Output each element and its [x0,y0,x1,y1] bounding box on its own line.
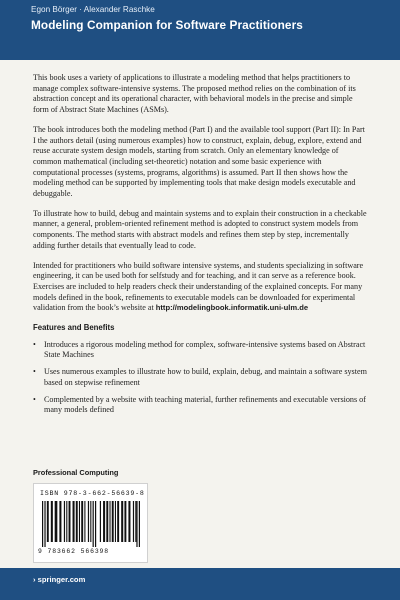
barcode-panel [33,483,148,563]
website-link[interactable]: http://modelingbook.informatik.uni-ulm.de [155,303,309,313]
bullet-icon: • [33,367,36,377]
blurb-paragraph-2: The book introduces both the modeling method (Part I) and the available tool support (Part II): In Part I the authors detail (using numerous examples) how to construct, explain, debug, explore, extend and reuse accurate system design models, starting from scratch. Only an elementary knowledge of common mathematical (including set-theoretic) notation and some basic experience with computational processes (systems, programs, algorithms) is assumed. Part II then shows how the modeling method can be supported by implementing tools that make design models executable and debuggable. [33,124,365,199]
blurb-text [33,73,368,422]
blurb-paragraph-4-text: Intended for practitioners who build software intensive systems, and students specializing in software engineering, it can be used both for selfstudy and for teaching, and it can serve as a reference book. Exercises are included to help readers check their understanding of the explained concepts. For many models defined in the book, refinements to executable models can be downloaded for experimental validation from the book’s website at [33,260,364,313]
blurb-paragraph-1: This book uses a variety of applications to illustrate a modeling method that helps practitioners to manage complex software-intensive systems. The proposed method relies on the combination of its abstraction concept and its operational character, with behavioral models in the precise and simple form of Abstract State Machines (ASMs). [33,73,356,115]
series-name: Professional Computing [33,468,119,477]
barcode-digits: 9 783662 566398 [38,548,110,555]
author-names: Egon Börger · Alexander Raschke [31,5,155,14]
book-title: Modeling Companion for Software Practitioners [31,18,303,32]
feature-item [33,340,368,361]
cover-footer-band [0,568,400,600]
feature-item [33,395,368,416]
features-list [33,340,368,416]
bullet-icon: • [33,394,36,404]
cover-header-band [0,0,400,60]
feature-item-text: Complemented by a website with teaching material, further refinements and executable versions of many models defined [44,394,366,415]
features-heading: Features and Benefits [33,323,115,333]
feature-item-text: Introduces a rigorous modeling method for complex, software-intensive systems based on Abstract State Machines [44,339,366,360]
feature-item [33,367,368,388]
publisher-link[interactable]: › springer.com [33,575,86,584]
blurb-paragraph-4 [33,261,368,315]
barcode-icon [42,501,140,547]
blurb-paragraph-3: To illustrate how to build, debug and maintain systems and to explain their construction in a checkable manner, a general, problem-oriented refinement method is adopted to construct system models from components. The method starts with abstract models and refines them step by step, incrementally adding further details that eventually lead to code. [33,208,367,250]
isbn-label: ISBN 978-3-662-56639-8 [40,490,145,497]
feature-item-text: Uses numerous examples to illustrate how to build, explain, debug, and maintain a software system based on stepwise refinement [44,367,367,387]
bullet-icon: • [33,339,36,349]
